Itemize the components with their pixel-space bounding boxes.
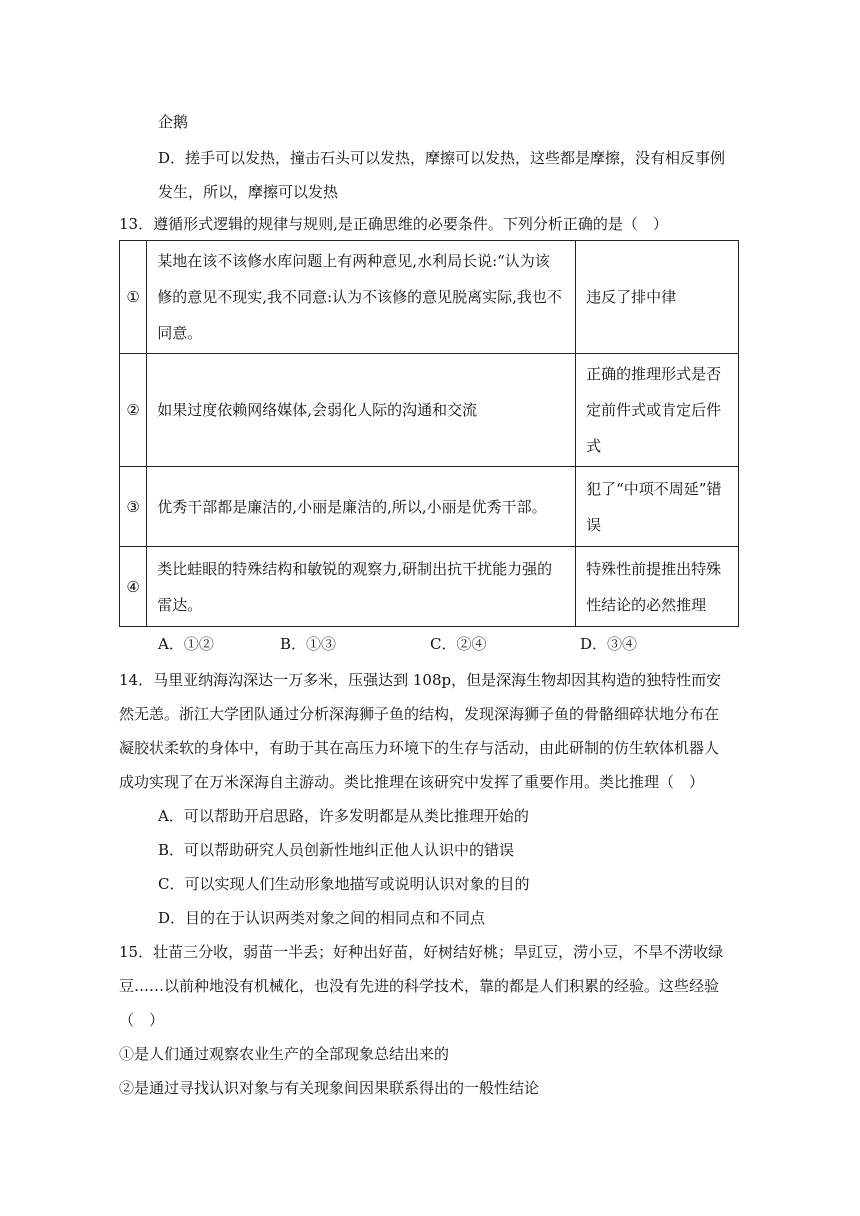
row-number: ④ [120, 547, 147, 627]
row-analysis-line: 特殊性前提推出特殊 [586, 559, 722, 578]
q13-stem: 13．遵循形式逻辑的规律与规则,是正确思维的必要条件。下列分析正确的是（ ） [119, 215, 668, 233]
q15-stem-line-3: （ ） [119, 1011, 165, 1029]
table-row [120, 241, 739, 354]
row-analysis [576, 547, 739, 627]
row-analysis [576, 467, 739, 547]
option-a[interactable]: A．①② [158, 635, 214, 653]
row-analysis-line: 式 [586, 437, 602, 455]
q14-option-d[interactable]: D．目的在于认识两类对象之间的相同点和不同点 [158, 909, 486, 927]
table-row [120, 467, 739, 547]
row-analysis-line: 误 [586, 515, 602, 534]
row-content-line: 修的意见不现实,我不同意:认为不该修的意见脱离实际,我也不 [157, 288, 562, 306]
row-analysis [576, 354, 739, 467]
row-analysis-line: 性结论的必然推理 [586, 595, 707, 614]
q13-table [119, 240, 739, 627]
row-number: ① [120, 241, 147, 354]
row-analysis [576, 241, 739, 354]
q15-item-1: ①是人们通过观察农业生产的全部现象总结出来的 [119, 1045, 450, 1063]
q15-stem-line-1: 15．壮苗三分收，弱苗一半丢；好种出好苗，好树结好桃；旱豇豆，涝小豆，不旱不涝收绿 [119, 943, 724, 961]
row-analysis-line: 正确的推理形式是否 [586, 365, 722, 383]
option-b[interactable]: B．①③ [280, 635, 337, 653]
option-c[interactable]: C．②④ [430, 635, 487, 653]
q15-stem-line-2: 豆……以前种地没有机械化，也没有先进的科学技术，靠的都是人们积累的经验。这些经验 [119, 977, 720, 995]
row-content [147, 241, 576, 354]
q14-stem-line-4: 成功实现了在万米深海自主游动。类比推理在该研究中发挥了重要作用。类比推理（ ） [119, 773, 705, 791]
row-content [147, 354, 576, 467]
q14-stem-line-1: 14．马里亚纳海沟深达一万多米，压强达到 108p，但是深海生物却因其构造的独特性而安 [119, 671, 722, 689]
q14-stem-line-3: 凝胶状柔软的身体中，有助于其在高压力环境下的生存与活动，由此研制的仿生软体机器人 [119, 739, 720, 757]
q14-option-b[interactable]: B．可以帮助研究人员创新性地纠正他人认识中的错误 [158, 841, 515, 859]
table-row [120, 354, 739, 467]
row-content [147, 547, 576, 627]
row-content-line: 同意。 [157, 324, 203, 342]
row-analysis-line: 定前件式或肯定后件 [586, 401, 722, 419]
option-d[interactable]: D．③④ [580, 635, 638, 653]
row-content-line: 雷达。 [157, 595, 203, 614]
option-d-line-1: D．搓手可以发热，撞击石头可以发热，摩擦可以发热，这些都是摩擦，没有相反事例 [158, 149, 726, 167]
row-analysis-line: 犯了“中项不周延”错 [586, 479, 722, 498]
option-d-line-2: 发生，所以，摩擦可以发热 [158, 183, 339, 201]
q15-item-2: ②是通过寻找认识对象与有关现象间因果联系得出的一般性结论 [119, 1079, 540, 1097]
row-content-line: 某地在该不该修水库问题上有两种意见,水利局长说:“认为该 [157, 252, 550, 270]
option-c-tail: 企鹅 [158, 113, 189, 131]
q14-stem-line-2: 然无恙。浙江大学团队通过分析深海狮子鱼的结构，发现深海狮子鱼的骨骼细碎状地分布在 [119, 705, 720, 723]
row-content [147, 467, 576, 547]
table-row [120, 547, 739, 627]
row-content-line: 优秀干部都是廉洁的,小丽是廉洁的,所以,小丽是优秀干部。 [157, 497, 547, 516]
row-number: ② [120, 354, 147, 467]
row-analysis-line: 违反了排中律 [586, 288, 677, 306]
q14-option-a[interactable]: A．可以帮助开启思路，许多发明都是从类比推理开始的 [158, 807, 529, 825]
row-content-line: 如果过度依赖网络媒体,会弱化人际的沟通和交流 [157, 401, 478, 419]
row-content-line: 类比蛙眼的特殊结构和敏锐的观察力,研制出抗干扰能力强的 [157, 559, 553, 578]
q14-option-c[interactable]: C．可以实现人们生动形象地描写或说明认识对象的目的 [158, 875, 530, 893]
row-number: ③ [120, 467, 147, 547]
